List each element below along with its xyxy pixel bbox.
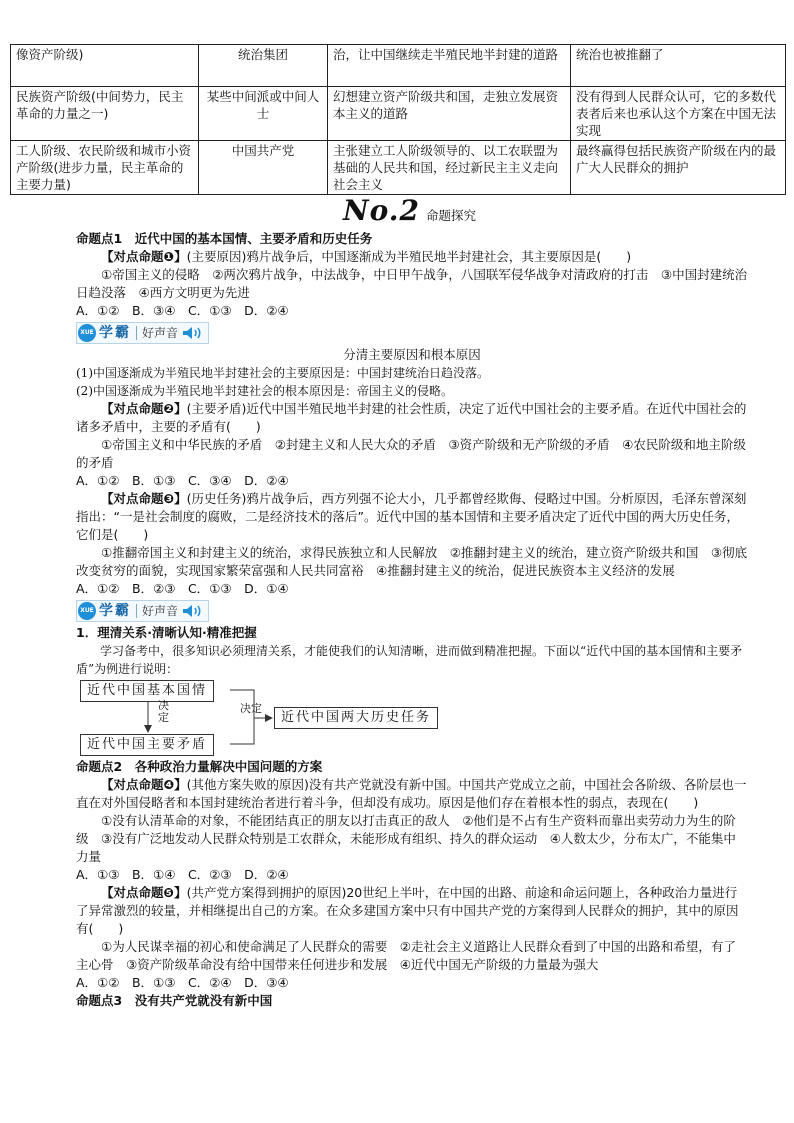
section-header	[343, 194, 476, 228]
table-cell: 工人阶级、农民阶级和城市小资产阶级(进步力量，民主革命的主要力量)	[11, 141, 199, 195]
table-cell: 幻想建立资产阶级共和国，走独立发展资本主义的道路	[328, 87, 571, 141]
speaker-icon	[182, 604, 204, 618]
answer-choices: A．①② B．①③ C．②④ D．③④	[76, 975, 289, 990]
question-3	[76, 490, 748, 544]
question-options: ①没有认清革命的对象，不能团结真正的朋友以打击真正的敌人 ②他们是不占有生产资料而靠出卖劳动力为生的阶级 ③没有广泛地发动人民群众特别是工农群众，未能形成有组织、持久的群众运动 ④人数太少，分布太广，不能集中力量	[76, 813, 736, 864]
question-options: ①推翻帝国主义和封建主义的统治，求得民族独立和人民解放 ②推翻封建主义的统治，建立资产阶级共和国 ③彻底改变贫穷的面貌，实现国家繁荣富强和人民共同富裕 ④推翻封建主义的统治，促进民族资本主义经济的发展	[76, 545, 748, 578]
tip-badge	[76, 322, 209, 344]
table-cell: 民族资产阶级(中间势力，民主革命的力量之一)	[11, 87, 199, 141]
table-cell: 像资产阶级)	[11, 45, 199, 87]
table-row	[11, 45, 786, 87]
topic-heading: 命题点3 没有共产党就没有新中国	[76, 993, 273, 1008]
tip-title: 分清主要原因和根本原因	[343, 347, 481, 362]
political-forces-table	[10, 44, 786, 195]
table-cell: 统治也被推翻了	[571, 45, 786, 87]
question-text: (主要原因)鸦片战争后，中国逐渐成为半殖民地半封建社会，其主要原因是( )	[186, 249, 632, 264]
diagram-arrows	[76, 678, 748, 758]
tip-line: (2)中国逐渐成为半殖民地半封建社会的根本原因是：帝国主义的侵略。	[76, 384, 454, 398]
table-cell: 统治集团	[199, 45, 328, 87]
main-content	[76, 230, 748, 1010]
answer-choices: A．①③ B．①④ C．②③ D．②④	[76, 867, 289, 882]
question-tag: 【对点命题❹】	[101, 777, 187, 792]
edge-label-horizontal: 决定	[240, 702, 262, 715]
edge-label-vertical: 决定	[158, 699, 169, 724]
badge-title: 学霸	[99, 325, 131, 341]
xue-logo-icon: XUE	[78, 324, 96, 342]
question-tag: 【对点命题❸】	[101, 491, 187, 506]
question-2	[76, 400, 748, 436]
answer-choices: A．①② B．③④ C．①③ D．②④	[76, 303, 289, 318]
question-options: ①帝国主义的侵略 ②两次鸦片战争，中法战争，中日甲午战争，八国联军侵华战争对清政府的打击 ③中国封建统治日趋没落 ④西方文明更为先进	[76, 267, 748, 300]
section-number: No.2	[343, 194, 421, 227]
topic-heading: 命题点2 各种政治力量解决中国问题的方案	[76, 759, 323, 774]
diagram-box-basic-conditions: 近代中国基本国情	[80, 680, 214, 702]
table-row	[11, 141, 786, 195]
badge-divider	[136, 326, 137, 340]
badge-subtitle: 好声音	[142, 604, 179, 618]
badge-title: 学霸	[99, 603, 131, 619]
question-options: ①帝国主义和中华民族的矛盾 ②封建主义和人民大众的矛盾 ③资产阶级和无产阶级的矛盾 ④农民阶级和地主阶级的矛盾	[76, 437, 746, 470]
question-tag: 【对点命题❶】	[101, 249, 187, 264]
table-row	[11, 87, 786, 141]
question-5	[76, 884, 748, 938]
tip-line: (1)中国逐渐成为半殖民地半封建社会的主要原因是：中国封建统治日趋没落。	[76, 366, 490, 380]
question-tag: 【对点命题❷】	[101, 401, 187, 416]
question-options: ①为人民谋幸福的初心和使命满足了人民群众的需要 ②走社会主义道路让人民群众看到了中国的出路和希望，有了主心骨 ③资产阶级革命没有给中国带来任何进步和发展 ④近代中国无产阶级的力量最为强大	[76, 939, 736, 972]
tip-text: 学习备考中，很多知识必须理清关系，才能使我们的认知清晰，进而做到精准把握。下面以“近代中国的基本国情和主要矛盾”为例进行说明：	[76, 644, 743, 676]
tip-badge	[76, 600, 209, 622]
question-text: (其他方案失败的原因)没有共产党就没有新中国。中国共产党成立之前，中国社会各阶级、各阶层也一直在对外国侵略者和本国封建统治者进行着斗争，但却没有成功。原因是他们存在着根本性的弱点，表现在( )	[76, 777, 747, 810]
question-1	[76, 248, 748, 266]
relationship-diagram	[76, 678, 748, 758]
answer-choices: A．①② B．②③ C．①③ D．①④	[76, 581, 289, 596]
speaker-icon	[182, 326, 204, 340]
badge-subtitle: 好声音	[142, 326, 179, 340]
topic-heading: 命题点1 近代中国的基本国情、主要矛盾和历史任务	[76, 231, 373, 246]
table-cell: 主张建立工人阶级领导的、以工农联盟为基础的人民共和国，经过新民主主义走向社会主义	[328, 141, 571, 195]
table-cell: 最终赢得包括民族资产阶级在内的最广大人民群众的拥护	[571, 141, 786, 195]
table-cell: 治，让中国继续走半殖民地半封建的道路	[328, 45, 571, 87]
answer-choices: A．①② B．①③ C．③④ D．②④	[76, 473, 289, 488]
tip-title: 1．理清关系·清晰认知·精准把握	[76, 625, 257, 640]
question-text: (历史任务)鸦片战争后，西方列强不论大小，几乎都曾经欺侮、侵略过中国。分析原因，毛泽东曾深刻指出：“一是社会制度的腐败，二是经济技术的落后”。近代中国的基本国情和主要矛盾决定了近代中国的两大历史任务，它们是( )	[76, 491, 747, 542]
table-cell: 没有得到人民群众认可，它的多数代表者后来也承认这个方案在中国无法实现	[571, 87, 786, 141]
badge-divider	[136, 604, 137, 618]
arrow-right-top	[230, 690, 272, 718]
question-text: (主要矛盾)近代中国半殖民地半封建的社会性质，决定了近代中国社会的主要矛盾。在近代中国社会的诸多矛盾中，主要的矛盾有( )	[76, 401, 747, 434]
question-4	[76, 776, 748, 812]
diagram-box-historical-tasks: 近代中国两大历史任务	[274, 707, 438, 729]
table-cell: 某些中间派或中间人士	[199, 87, 328, 141]
question-text: (共产党方案得到拥护的原因)20世纪上半叶，在中国的出路、前途和命运问题上，各种政治力量进行了异常激烈的较量，并相继提出自己的方案。在众多建国方案中只有中国共产党的方案得到人民群众的拥护，其中的原因有( )	[76, 885, 739, 936]
table-cell: 中国共产党	[199, 141, 328, 195]
diagram-box-main-contradiction: 近代中国主要矛盾	[80, 734, 214, 756]
question-tag: 【对点命题❺】	[101, 885, 187, 900]
section-subtitle: 命题探究	[426, 208, 477, 223]
arrow-right-bottom	[230, 718, 254, 744]
xue-logo-icon: XUE	[78, 602, 96, 620]
